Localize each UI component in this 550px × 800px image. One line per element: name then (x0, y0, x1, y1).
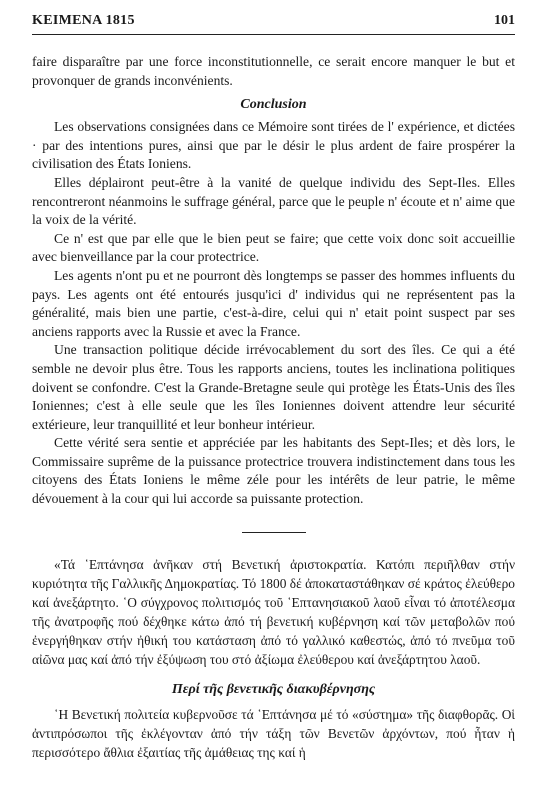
greek-translation (32, 555, 515, 762)
french-paragraph: Cette vérité sera sentie et appréciée par les habitants des Sept-Iles; et dès lors, le Commissaire suprême de la puissance protectrice trouvera indistinctement dans tous les citoyens des États Ioniens le même zéle pour les intérêts de leur patrie, le même dévouement à la cour qui lui accorde sa puissante protection. (32, 435, 515, 507)
french-paragraph: Ce n' est que par elle que le bien peut se faire; que cette voix donc soit accueillie avec bienveillance par la cour protectrice. (32, 230, 515, 265)
venetian-governance-heading: Περί τῆς βενετικῆς διακυβέρνησης (171, 681, 376, 697)
running-title: ΚΕΙΜΕΝΑ 1815 (32, 13, 135, 28)
french-paragraph: Les agents n'ont pu et ne pourront dès longtemps se passer des hommes influents du pays. Les agents ont été entourés jusqu'ici d' individus qui ne représentent pas la généralité, mais bien une partie, c'est-à-dire, celui qui n' etait point suspect par ses anciens rapports avec la Russie et avec la France. (32, 267, 515, 339)
french-paragraph: Une transaction politique décide irrévocablement du sort des îles. Ce qui a été semble ne devoir plus être. Tous les rapports anciens, toutes les inclinationa politiques doivent se confondre. C'est la Grande-Bretagne seule qui protège les États-Unis des îles Ioniennes; c'est à elle seule que les îles Ioniennes doivent attendre leur sécurité extérieure, leur tranquillité et leur bonheur intérieur. (32, 342, 515, 432)
page-number: 101 (494, 13, 515, 28)
greek-paragraph: ῾Η Βενετική πολιτεία κυβερνοῦσε τά ῾Επτάνησα μέ τό «σύστημα» τῆς διαφθορᾶς. Οἱ ἀντιπρόσωποι τῆς ἐκλέγονταν ἀπό τήν τάξη τῶν Βενετῶν ἀρχόντων, πού ἦταν ἡ περισσότερο ἄθλια ἐξαιτίας τῆς ἀμάθειας της καί ἡ (32, 706, 515, 760)
running-header (32, 12, 515, 35)
conclusion-heading: Conclusion (240, 97, 307, 113)
page-body (32, 53, 515, 762)
french-paragraph: Elles déplairont peut-être à la vanité de quelque individu des Sept-Iles. Elles rencontreront néanmoins le suffrage général, parce que le peuple n' écoute et n' aime que la voix de la vérité. (32, 174, 515, 228)
section-divider (242, 532, 306, 533)
greek-paragraph: «Τά ῾Επτάνησα ἀνῆκαν στή Βενετική ἀριστοκρατία. Κατόπι περιῆλθαν στήν κυριότητα τῆς Γαλλικῆς Δημοκρατίας. Τό 1800 δέ ἀποκαταστάθηκαν σέ κράτος ἐλεύθερο καί ἀνεξάρτητο. ῾Ο σύγχρονος πολιτισμός τοῦ ῾Επτανησιακοῦ λαοῦ εἶναι τό ἀποτέλεσμα τῆς ἀνατροφῆς πού δέχθηκε κάτω ἀπό τή βενετική κυβέρνηση καί τῶν μεταβολῶν πού ἐνεργήθηκαν στήν ἠθική του κατάσταση ἀπό τό γαλλικό καθεστώς, ἀπό τό πνεῦμα τοῦ αἰῶνα μας καί ἀπό τήν ἐξύψωση του στό ἀξίωμα ἐλεύθερου καί ἀνεξάρτητου λαοῦ. (32, 556, 515, 667)
french-paragraph: Les observations consignées dans ce Mémoire sont tirées de l' expérience, et dictées · par des intentions pures, ainsi que par le désir le plus ardent de faire prospérer la civilisation des États Ioniens. (32, 119, 515, 172)
french-opening-paragraph: faire disparaître par une force inconstitutionnelle, ce serait encore manquer le but et provonquer de grands inconvénients. (32, 54, 515, 88)
